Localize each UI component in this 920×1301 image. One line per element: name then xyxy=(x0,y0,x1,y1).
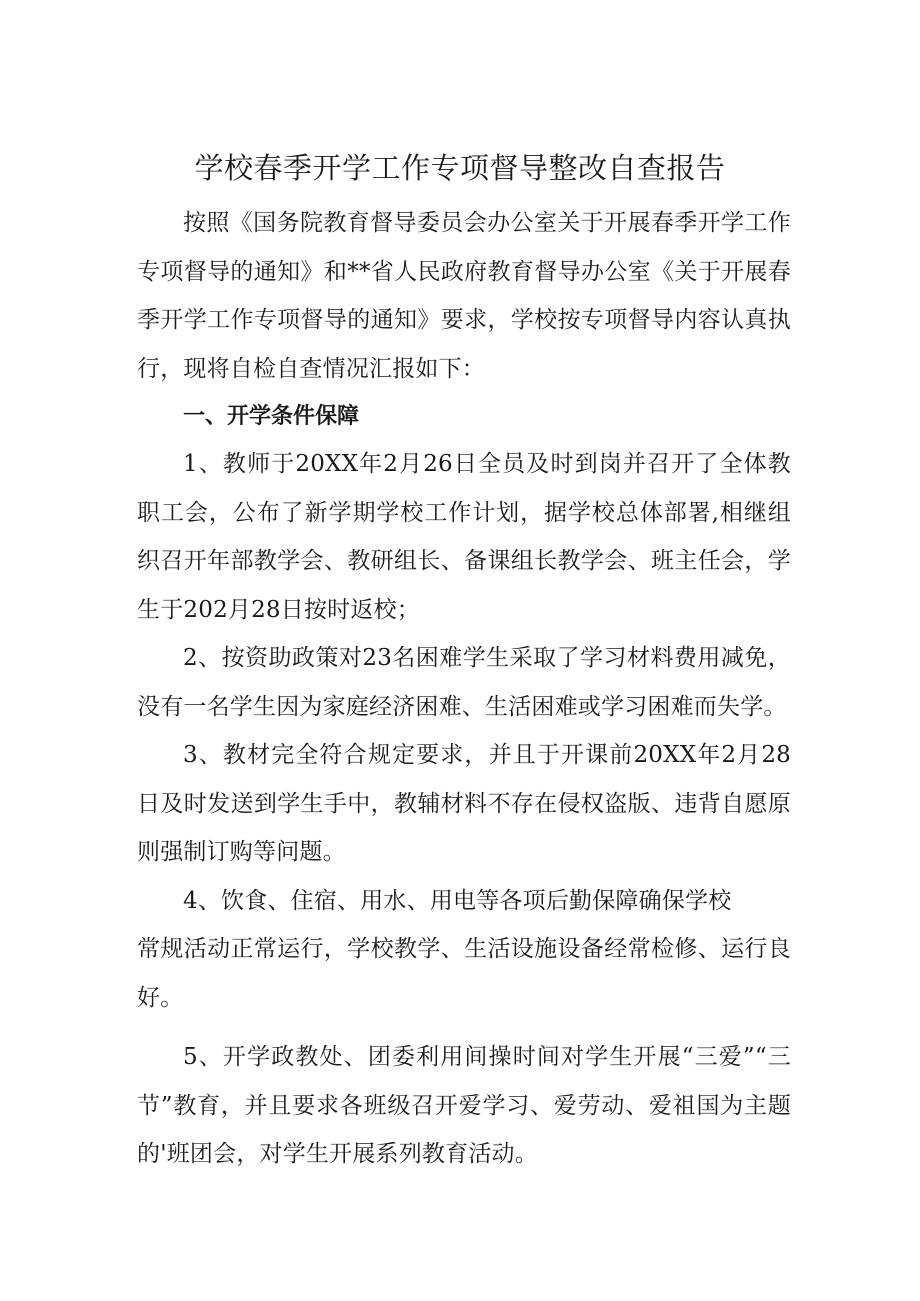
item-paragraph-4-line-1: 4、饮食、住宿、用水、用电等各项后勤保障确保学校 xyxy=(183,888,732,914)
item-paragraph-2: 2、按资助政策对23名困难学生采取了学习材料费用减免，没有一名学生因为家庭经济困难、生活困难或学习困难而失学。 xyxy=(137,645,791,720)
item-paragraph-3: 3、教材完全符合规定要求，并且于开课前20XX年2月28日及时发送到学生手中，教辅材料不存在侵权盗版、违背自愿原则强制订购等问题。 xyxy=(137,742,791,866)
section-heading-conditions: 一、开学条件保障 xyxy=(183,404,360,429)
item-paragraph-5: 5、开学政教处、团委利用间操时间对学生开展“三爱”“三节”教育，并且要求各班级召开爱学习、爱劳动、爱祖国为主题的'班团会，对学生开展系列教育活动。 xyxy=(137,1044,791,1168)
intro-paragraph: 按照《国务院教育督导委员会办公室关于开展春季开学工作专项督导的通知》和**省人民政府教育督导办公室《关于开展春季开学工作专项督导的通知》要求，学校按专项督导内容认真执行，现将自检自查情况汇报如下： xyxy=(137,210,791,382)
document-title: 学校春季开学工作专项督导整改自查报告 xyxy=(194,151,726,185)
item-paragraph-1: 1、教师于20XX年2月26日全员及时到岗并召开了全体教职工会，公布了新学期学校工作计划，据学校总体部署,相继组织召开年部教学会、教研组长、备课组长教学会、班主任会，学生于202月28日按时返校； xyxy=(137,451,791,623)
item-paragraph-4-continuation: 常规活动正常运行，学校教学、生活设施设备经常检修、运行良好。 xyxy=(137,936,791,1011)
